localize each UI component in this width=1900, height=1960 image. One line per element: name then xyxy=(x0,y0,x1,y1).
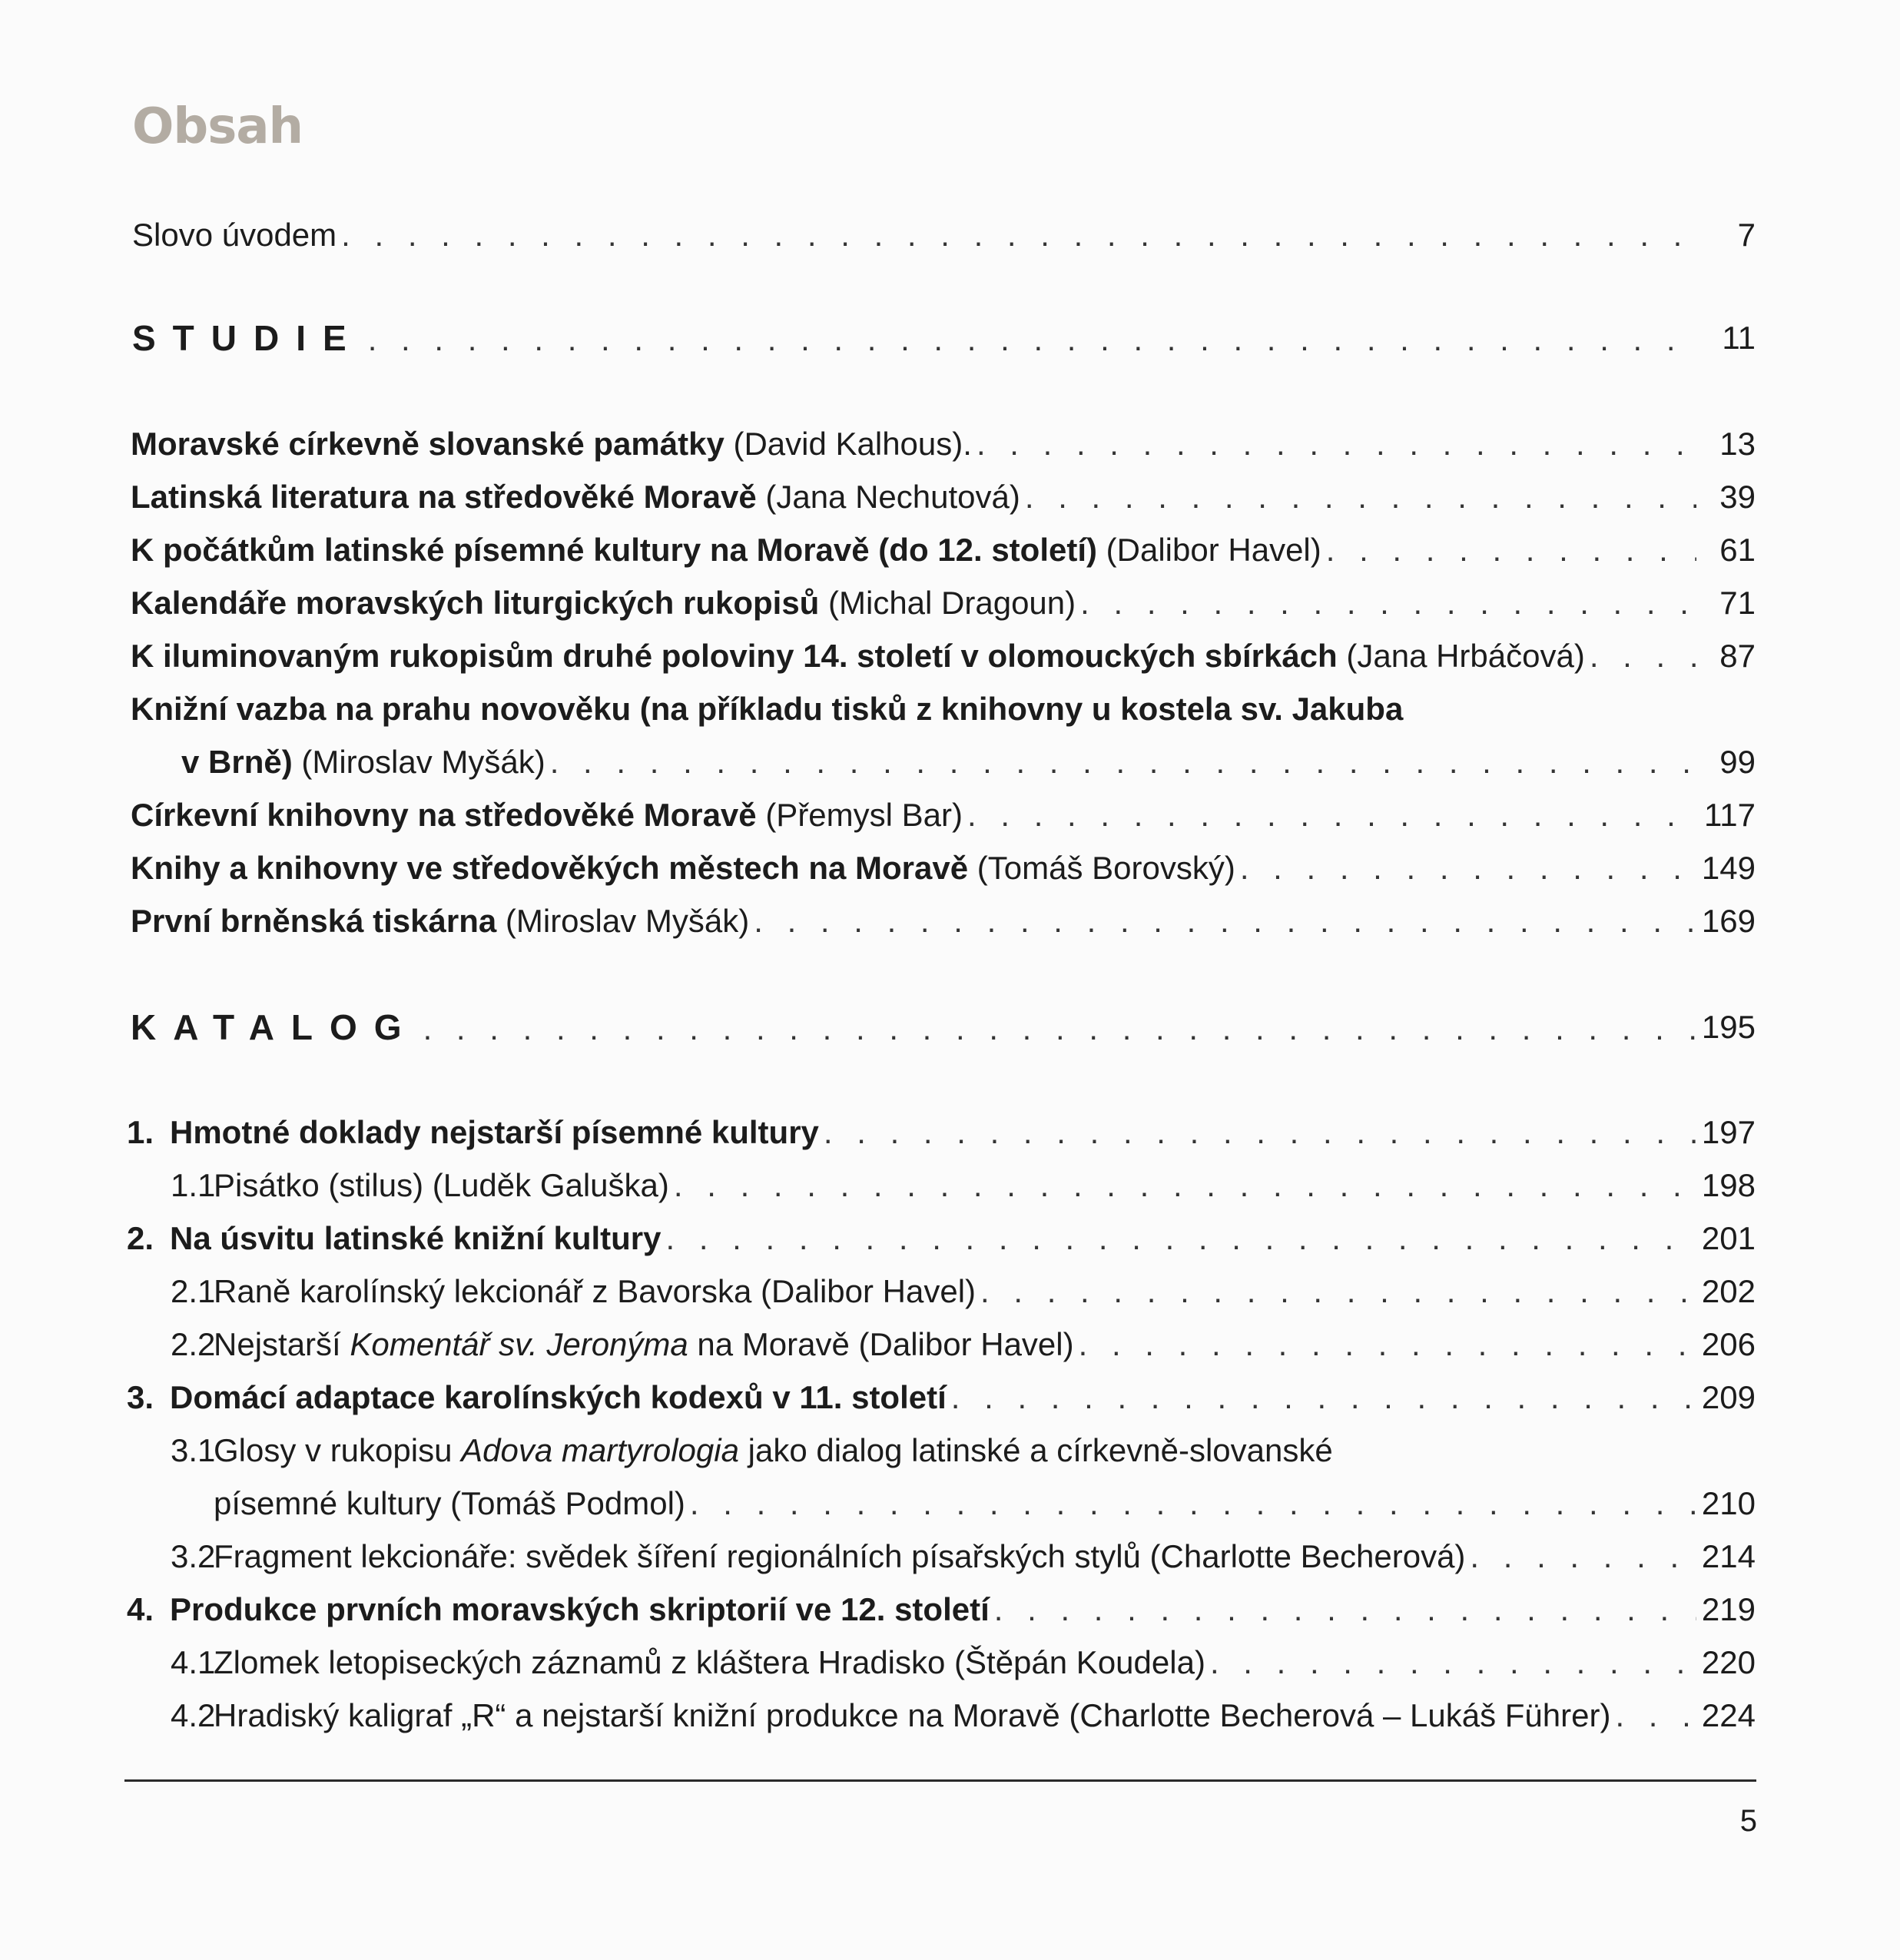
page-number: 220 xyxy=(1701,1644,1756,1680)
toc-row[interactable] xyxy=(0,1109,1900,1156)
page-number: 99 xyxy=(1719,744,1756,780)
entry-title: Produkce prvních moravských skriptorií ve 12. století xyxy=(170,1591,990,1627)
entry-title: v Brně) xyxy=(181,744,293,780)
page-number: 219 xyxy=(1701,1591,1756,1627)
entry-title: Zlomek letopiseckých záznamů z kláštera Hradisko (Štěpán Koudela) xyxy=(214,1644,1205,1680)
entry-title-pre: Nejstarší xyxy=(214,1326,350,1362)
dot-leader xyxy=(1079,1322,1696,1368)
dot-leader xyxy=(690,1481,1696,1527)
dot-leader xyxy=(1025,474,1696,520)
entry-number: 1. xyxy=(127,1114,154,1150)
toc-row[interactable] xyxy=(0,1534,1900,1580)
entry-author: (Jana Hrbáčová) xyxy=(1337,638,1585,674)
entry-author: (David Kalhous). xyxy=(724,426,972,462)
toc-row[interactable] xyxy=(0,898,1900,944)
entry-author: (Miroslav Myšák) xyxy=(496,903,750,939)
page-number: 201 xyxy=(1701,1220,1756,1256)
page-number: 149 xyxy=(1701,850,1756,886)
dot-leader xyxy=(674,1162,1696,1209)
entry-author: (Přemysl Bar) xyxy=(756,797,963,833)
entry-author: (Michal Dragoun) xyxy=(819,585,1076,621)
section-heading-studie: STUDIE xyxy=(132,318,363,358)
entry-title: Domácí adaptace karolínských kodexů v 11. století xyxy=(170,1379,947,1415)
entry-title: Pisátko (stilus) (Luděk Galuška) xyxy=(214,1167,669,1203)
folio-page-number: 5 xyxy=(1739,1804,1757,1838)
toc-row-katalog[interactable] xyxy=(0,1004,1900,1050)
entry-title: Hmotné doklady nejstarší písemné kultury xyxy=(170,1114,819,1150)
toc-row[interactable] xyxy=(0,580,1900,626)
toc-row[interactable] xyxy=(0,1322,1900,1368)
dot-leader xyxy=(341,212,1696,258)
entry-title: Moravské církevně slovanské památky xyxy=(131,426,725,462)
entry-title-post: na Moravě (Dalibor Havel) xyxy=(688,1326,1074,1362)
page-number: 61 xyxy=(1719,532,1756,568)
page-number: 71 xyxy=(1719,585,1756,621)
page-number: 117 xyxy=(1704,797,1756,833)
page-number: 209 xyxy=(1701,1379,1756,1415)
page-number: 198 xyxy=(1701,1167,1756,1203)
page-number: 169 xyxy=(1701,903,1756,939)
dot-leader xyxy=(1326,527,1696,573)
toc-row[interactable] xyxy=(0,1693,1900,1739)
dot-leader xyxy=(1240,845,1696,891)
toc-row[interactable] xyxy=(0,527,1900,573)
toc-row[interactable] xyxy=(0,421,1900,467)
page-number: 202 xyxy=(1701,1273,1756,1309)
entry-title: Hradiský kaligraf „R“ a nejstarší knižní produkce na Moravě (Charlotte Becherová – Lukáš Führer) xyxy=(214,1697,1611,1733)
toc-row[interactable] xyxy=(0,474,1900,520)
toc-row[interactable] xyxy=(0,1640,1900,1686)
toc-row[interactable] xyxy=(0,792,1900,838)
page-number: 224 xyxy=(1701,1697,1756,1733)
page-title: Obsah xyxy=(132,98,303,155)
section-heading-katalog: KATALOG xyxy=(131,1007,419,1047)
toc-row[interactable] xyxy=(0,845,1900,891)
entry-title: K iluminovaným rukopisům druhé poloviny 14. století v olomouckých sbírkách xyxy=(131,638,1338,674)
entry-number: 2. xyxy=(127,1220,154,1256)
entry-title-italic: Komentář sv. Jeronýma xyxy=(350,1326,688,1362)
entry-number: 3. xyxy=(127,1379,154,1415)
entry-number: 2.2 xyxy=(171,1326,216,1362)
toc-row[interactable] xyxy=(0,633,1900,679)
entry-title: Církevní knihovny na středověké Moravě xyxy=(131,797,757,833)
entry-title-line1: Knižní vazba na prahu novověku (na příkladu tisků z knihovny u kostela sv. Jakuba xyxy=(131,691,1404,727)
entry-title-pre: Glosy v rukopisu xyxy=(214,1432,462,1468)
dot-leader xyxy=(368,317,1696,363)
page-number: 210 xyxy=(1701,1485,1756,1521)
entry-title-line2: písemné kultury (Tomáš Podmol) xyxy=(214,1485,685,1521)
toc-row[interactable] xyxy=(0,739,1900,785)
dot-leader xyxy=(666,1215,1697,1262)
entry-number: 2.1 xyxy=(171,1273,216,1309)
dot-leader xyxy=(423,1006,1696,1052)
entry-number: 1.1 xyxy=(171,1167,216,1203)
toc-row[interactable] xyxy=(0,1269,1900,1315)
dot-leader xyxy=(1470,1534,1696,1580)
dot-leader xyxy=(951,1375,1696,1421)
entry-number: 3.2 xyxy=(171,1538,216,1574)
entry-title: Fragment lekcionáře: svědek šíření regionálních písařských stylů (Charlotte Becherová) xyxy=(214,1538,1466,1574)
page-number: 13 xyxy=(1719,426,1756,462)
toc-row[interactable] xyxy=(0,1375,1900,1421)
entry-number: 4.1 xyxy=(171,1644,216,1680)
dot-leader xyxy=(1615,1693,1696,1739)
page-number: 11 xyxy=(1722,320,1756,356)
toc-intro-label: Slovo úvodem xyxy=(132,217,337,253)
dot-leader xyxy=(754,898,1696,944)
entry-number: 3.1 xyxy=(171,1432,216,1468)
entry-title: Knihy a knihovny ve středověkých městech na Moravě xyxy=(131,850,969,886)
entry-title: Kalendáře moravských liturgických rukopisů xyxy=(131,585,820,621)
dot-leader xyxy=(980,1269,1696,1315)
dot-leader xyxy=(977,421,1696,467)
page-number: 206 xyxy=(1701,1326,1756,1362)
page-number: 197 xyxy=(1701,1114,1756,1150)
entry-title: Raně karolínský lekcionář z Bavorska (Dalibor Havel) xyxy=(214,1273,977,1309)
toc-row[interactable] xyxy=(0,1215,1900,1262)
entry-title: První brněnská tiskárna xyxy=(131,903,497,939)
toc-row-studie[interactable] xyxy=(0,315,1900,361)
page-number: 195 xyxy=(1701,1009,1756,1045)
entry-author: (Tomáš Borovský) xyxy=(968,850,1235,886)
entry-title: Na úsvitu latinské knižní kultury xyxy=(170,1220,662,1256)
entry-number: 4. xyxy=(127,1591,154,1627)
toc-row-intro[interactable] xyxy=(0,212,1900,258)
dot-leader xyxy=(550,739,1696,785)
dot-leader xyxy=(1590,633,1696,679)
footer-rule xyxy=(124,1779,1756,1782)
toc-row[interactable] xyxy=(0,1162,1900,1209)
dot-leader xyxy=(994,1587,1696,1633)
entry-author: (Miroslav Myšák) xyxy=(292,744,545,780)
entry-title-post: jako dialog latinské a církevně-slovanské xyxy=(738,1432,1333,1468)
entry-title: K počátkům latinské písemné kultury na Moravě (do 12. století) xyxy=(131,532,1097,568)
page-number: 39 xyxy=(1719,479,1756,515)
toc-row[interactable] xyxy=(0,1587,1900,1633)
dot-leader xyxy=(824,1109,1696,1156)
page-number: 7 xyxy=(1737,217,1756,253)
page-number: 87 xyxy=(1719,638,1756,674)
dot-leader xyxy=(1080,580,1696,626)
entry-number: 4.2 xyxy=(171,1697,216,1733)
entry-author: (Jana Nechutová) xyxy=(756,479,1020,515)
entry-title: Latinská literatura na středověké Moravě xyxy=(131,479,757,515)
toc-row[interactable] xyxy=(0,1481,1900,1527)
dot-leader xyxy=(1210,1640,1696,1686)
entry-title-italic: Adova martyrologia xyxy=(461,1432,739,1468)
page-number: 214 xyxy=(1701,1538,1756,1574)
dot-leader xyxy=(967,792,1696,838)
entry-title-line1 xyxy=(171,1428,1333,1474)
entry-author: (Dalibor Havel) xyxy=(1097,532,1321,568)
